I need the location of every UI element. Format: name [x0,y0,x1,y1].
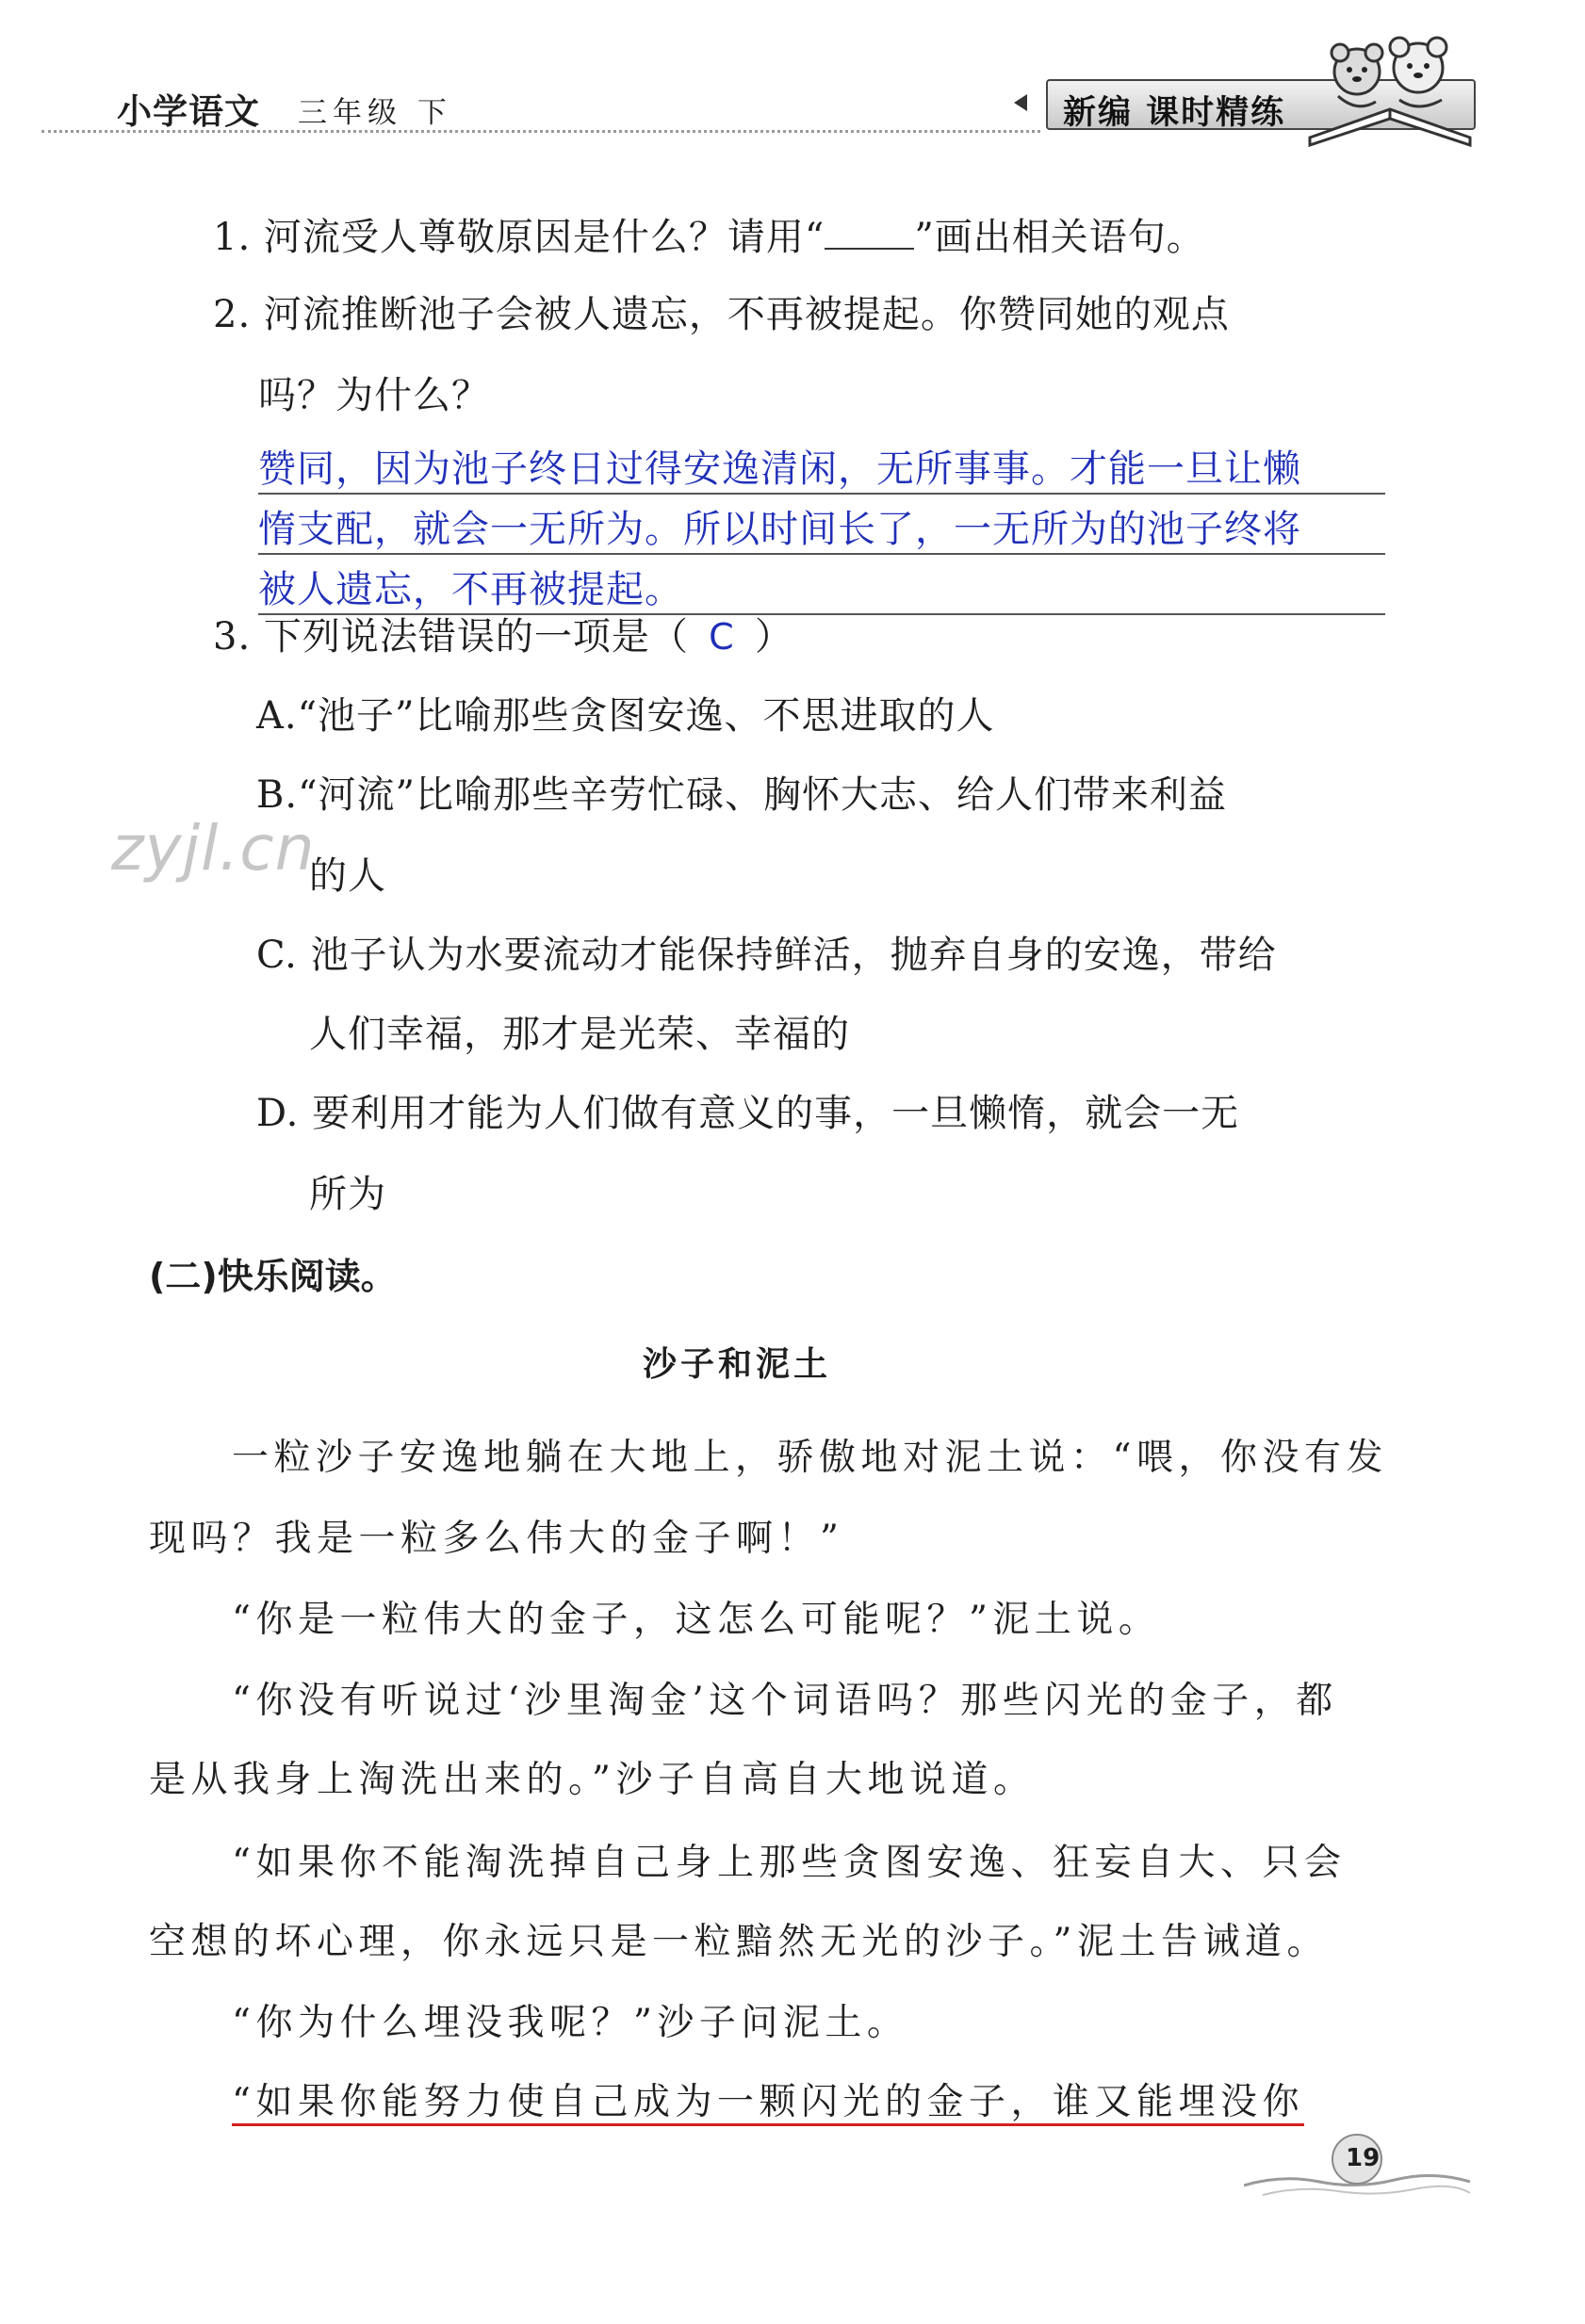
question-3 [213,607,793,660]
header-dotted-rule [41,130,1040,133]
question-3-answer: C [709,616,735,658]
passage-line: “如果你不能淘洗掉自己身上那些贪图安逸、狂妄自大、只会 [232,1842,1347,1884]
answer-line: 赞同，因为池子终日过得安逸清闲，无所事事。才能一旦让懒 [258,439,1385,495]
question-3-close: ） [754,615,793,658]
answer-line: 惰支配，就会一无所为。所以时间长了，一无所为的池子终将 [258,499,1385,555]
question-1-text: 1. 河流受人尊敬原因是什么？请用“ [213,216,825,259]
option-d-line-1: D. 要利用才能为人们做有意义的事，一旦懒惰，就会一无 [256,1092,1240,1135]
watermark-text: zyjl.cn [111,812,316,885]
underline-blank [825,221,914,250]
passage-line: “你为什么埋没我呢？”沙子问泥土。 [232,2002,909,2044]
header-arrow-icon [1014,94,1027,111]
question-1 [213,207,1205,261]
question-1-tail: ”画出相关语句。 [914,216,1205,259]
option-c-line-1: C. 池子认为水要流动才能保持鲜活，抛弃自身的安逸，带给 [256,934,1277,977]
option-b-line-1: B.“河流”比喻那些辛劳忙碌、胸怀大志、给人们带来利益 [256,773,1228,817]
passage-line: “你没有听说过‘沙里淘金’这个词语吗？那些闪光的金子，都 [232,1680,1338,1722]
bears-reading-book-icon [1300,26,1479,149]
passage-line-underlined [232,2072,1304,2125]
question-2-line-1: 2. 河流推断池子会被人遗忘，不再被提起。你赞同她的观点 [213,293,1230,336]
option-c-line-2: 人们幸福，那才是光荣、幸福的 [309,1013,850,1056]
passage-line: 空想的坏心理，你永远只是一粒黯然无光的沙子。”泥土告诫道。 [149,1921,1329,1963]
passage-title: 沙子和泥土 [643,1344,832,1384]
passage-line: 是从我身上淘洗出来的。”沙子自高自大地说道。 [149,1759,1036,1801]
book-subject-title: 小学语文 [117,91,260,132]
option-a: A.“池子”比喻那些贪图安逸、不思进取的人 [256,694,995,738]
passage-line: 一粒沙子安逸地躺在大地上，骄傲地对泥土说：“喂，你没有发 [232,1437,1388,1479]
section-heading: (二)快乐阅读。 [149,1256,397,1297]
red-underline: “如果你能努力使自己成为一颗闪光的金子，谁又能埋没你 [232,2081,1304,2126]
book-grade-label: 三年级 下 [298,96,452,130]
option-d-line-2: 所为 [309,1173,386,1216]
passage-line: “你是一粒伟大的金子，这怎么可能呢？”泥土说。 [232,1599,1161,1641]
question-2-line-2: 吗？为什么？ [258,374,490,417]
page-number: 19 [1346,2144,1381,2172]
question-3-text: 3. 下列说法错误的一项是（ [213,615,689,658]
answer-line: 被人遗忘，不再被提起。 [258,560,1385,615]
series-brand-label: 新编 课时精练 [1063,94,1286,132]
passage-line: 现吗？我是一粒多么伟大的金子啊！” [149,1518,844,1560]
option-b-line-2: 的人 [309,854,386,898]
